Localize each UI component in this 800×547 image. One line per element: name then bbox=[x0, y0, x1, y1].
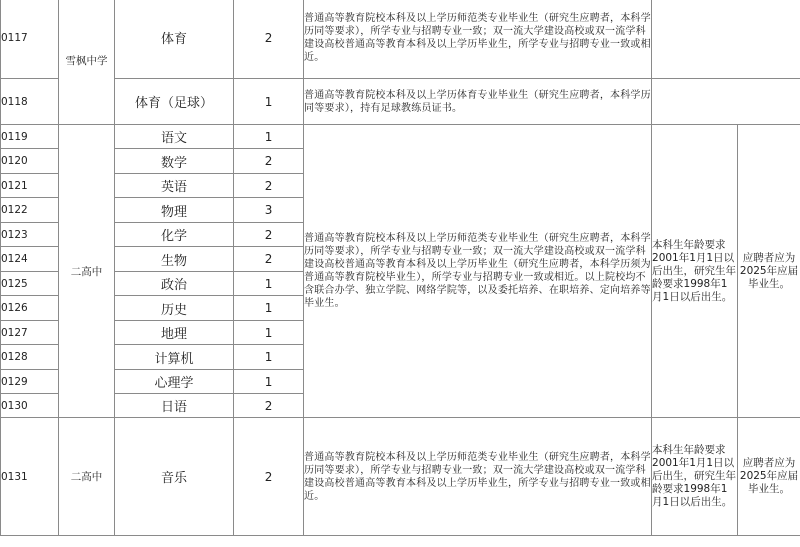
table-row bbox=[1, 79, 800, 125]
position-code: 0119 bbox=[1, 125, 59, 149]
subject-name: 物理 bbox=[115, 198, 234, 223]
hire-count: 2 bbox=[234, 223, 304, 247]
hire-count: 2 bbox=[234, 149, 304, 174]
subject-name: 语文 bbox=[115, 125, 234, 149]
hire-count: 1 bbox=[234, 296, 304, 321]
hire-count: 2 bbox=[234, 0, 304, 79]
subject-name: 化学 bbox=[115, 223, 234, 247]
empty-cell bbox=[652, 0, 800, 79]
hire-count: 1 bbox=[234, 125, 304, 149]
position-code: 0120 bbox=[1, 149, 59, 174]
requirement-text: 普通高等教育院校本科及以上学历师范类专业毕业生（研究生应聘者，本科学历同等要求），所学专业与招聘专业一致；双一流大学建设高校或双一流学科建设高校普通高等教育本科及以上学历毕业生（研究生应聘者，本科学历须为普通高等教育院校毕业生），所学专业与招聘专业一致或相近。以上院校均不含联合办学、独立学院、网络学院等，以及委托培养、在职培养、定向培养等毕业生。 bbox=[304, 125, 652, 418]
hire-count: 2 bbox=[234, 174, 304, 198]
subject-name: 生物 bbox=[115, 247, 234, 272]
subject-name: 历史 bbox=[115, 296, 234, 321]
subject-name: 心理学 bbox=[115, 370, 234, 394]
position-code: 0123 bbox=[1, 223, 59, 247]
position-code: 0125 bbox=[1, 272, 59, 296]
requirement-text: 普通高等教育院校本科及以上学历师范类专业毕业生（研究生应聘者，本科学历同等要求），所学专业与招聘专业一致；双一流大学建设高校或双一流学科建设高校普通高等教育本科及以上学历毕业生，所学专业与招聘专业一致或相近。 bbox=[304, 418, 652, 536]
position-code: 0118 bbox=[1, 79, 59, 125]
school-name: 二高中 bbox=[59, 125, 115, 418]
hire-count: 1 bbox=[234, 370, 304, 394]
subject-name: 体育（足球） bbox=[115, 79, 234, 125]
position-code: 0130 bbox=[1, 394, 59, 418]
position-code: 0129 bbox=[1, 370, 59, 394]
hire-count: 1 bbox=[234, 272, 304, 296]
position-code: 0124 bbox=[1, 247, 59, 272]
age-requirement: 本科生年龄要求2001年1月1日以后出生，研究生年龄要求1998年1月1日以后出生。 bbox=[652, 125, 738, 418]
subject-name: 体育 bbox=[115, 0, 234, 79]
subject-name: 日语 bbox=[115, 394, 234, 418]
hire-count: 2 bbox=[234, 247, 304, 272]
table-row bbox=[1, 125, 800, 149]
hire-count: 1 bbox=[234, 345, 304, 370]
hire-count: 3 bbox=[234, 198, 304, 223]
position-code: 0122 bbox=[1, 198, 59, 223]
position-code: 0117 bbox=[1, 0, 59, 79]
subject-name: 英语 bbox=[115, 174, 234, 198]
position-code: 0128 bbox=[1, 345, 59, 370]
subject-name: 音乐 bbox=[115, 418, 234, 536]
school-name: 二高中 bbox=[59, 418, 115, 536]
hire-count: 2 bbox=[234, 394, 304, 418]
table-row bbox=[1, 0, 800, 79]
requirement-text: 普通高等教育院校本科及以上学历师范类专业毕业生（研究生应聘者，本科学历同等要求），所学专业与招聘专业一致；双一流大学建设高校或双一流学科建设高校普通高等教育本科及以上学历毕业生，所学专业与招聘专业一致或相近。 bbox=[304, 0, 652, 79]
table-row bbox=[1, 418, 800, 536]
position-code: 0121 bbox=[1, 174, 59, 198]
position-code: 0126 bbox=[1, 296, 59, 321]
position-code: 0131 bbox=[1, 418, 59, 536]
graduate-requirement: 应聘者应为2025年应届毕业生。 bbox=[738, 418, 800, 536]
subject-name: 数学 bbox=[115, 149, 234, 174]
subject-name: 地理 bbox=[115, 321, 234, 345]
hire-count: 2 bbox=[234, 418, 304, 536]
subject-name: 政治 bbox=[115, 272, 234, 296]
empty-cell bbox=[652, 79, 800, 125]
requirement-text: 普通高等教育院校本科及以上学历体育专业毕业生（研究生应聘者，本科学历同等要求），持有足球教练员证书。 bbox=[304, 79, 652, 125]
subject-name: 计算机 bbox=[115, 345, 234, 370]
age-requirement: 本科生年龄要求2001年1月1日以后出生，研究生年龄要求1998年1月1日以后出生。 bbox=[652, 418, 738, 536]
position-code: 0127 bbox=[1, 321, 59, 345]
school-name: 雪枫中学 bbox=[59, 0, 115, 125]
hire-count: 1 bbox=[234, 321, 304, 345]
graduate-requirement: 应聘者应为2025年应届毕业生。 bbox=[738, 125, 800, 418]
hire-count: 1 bbox=[234, 79, 304, 125]
